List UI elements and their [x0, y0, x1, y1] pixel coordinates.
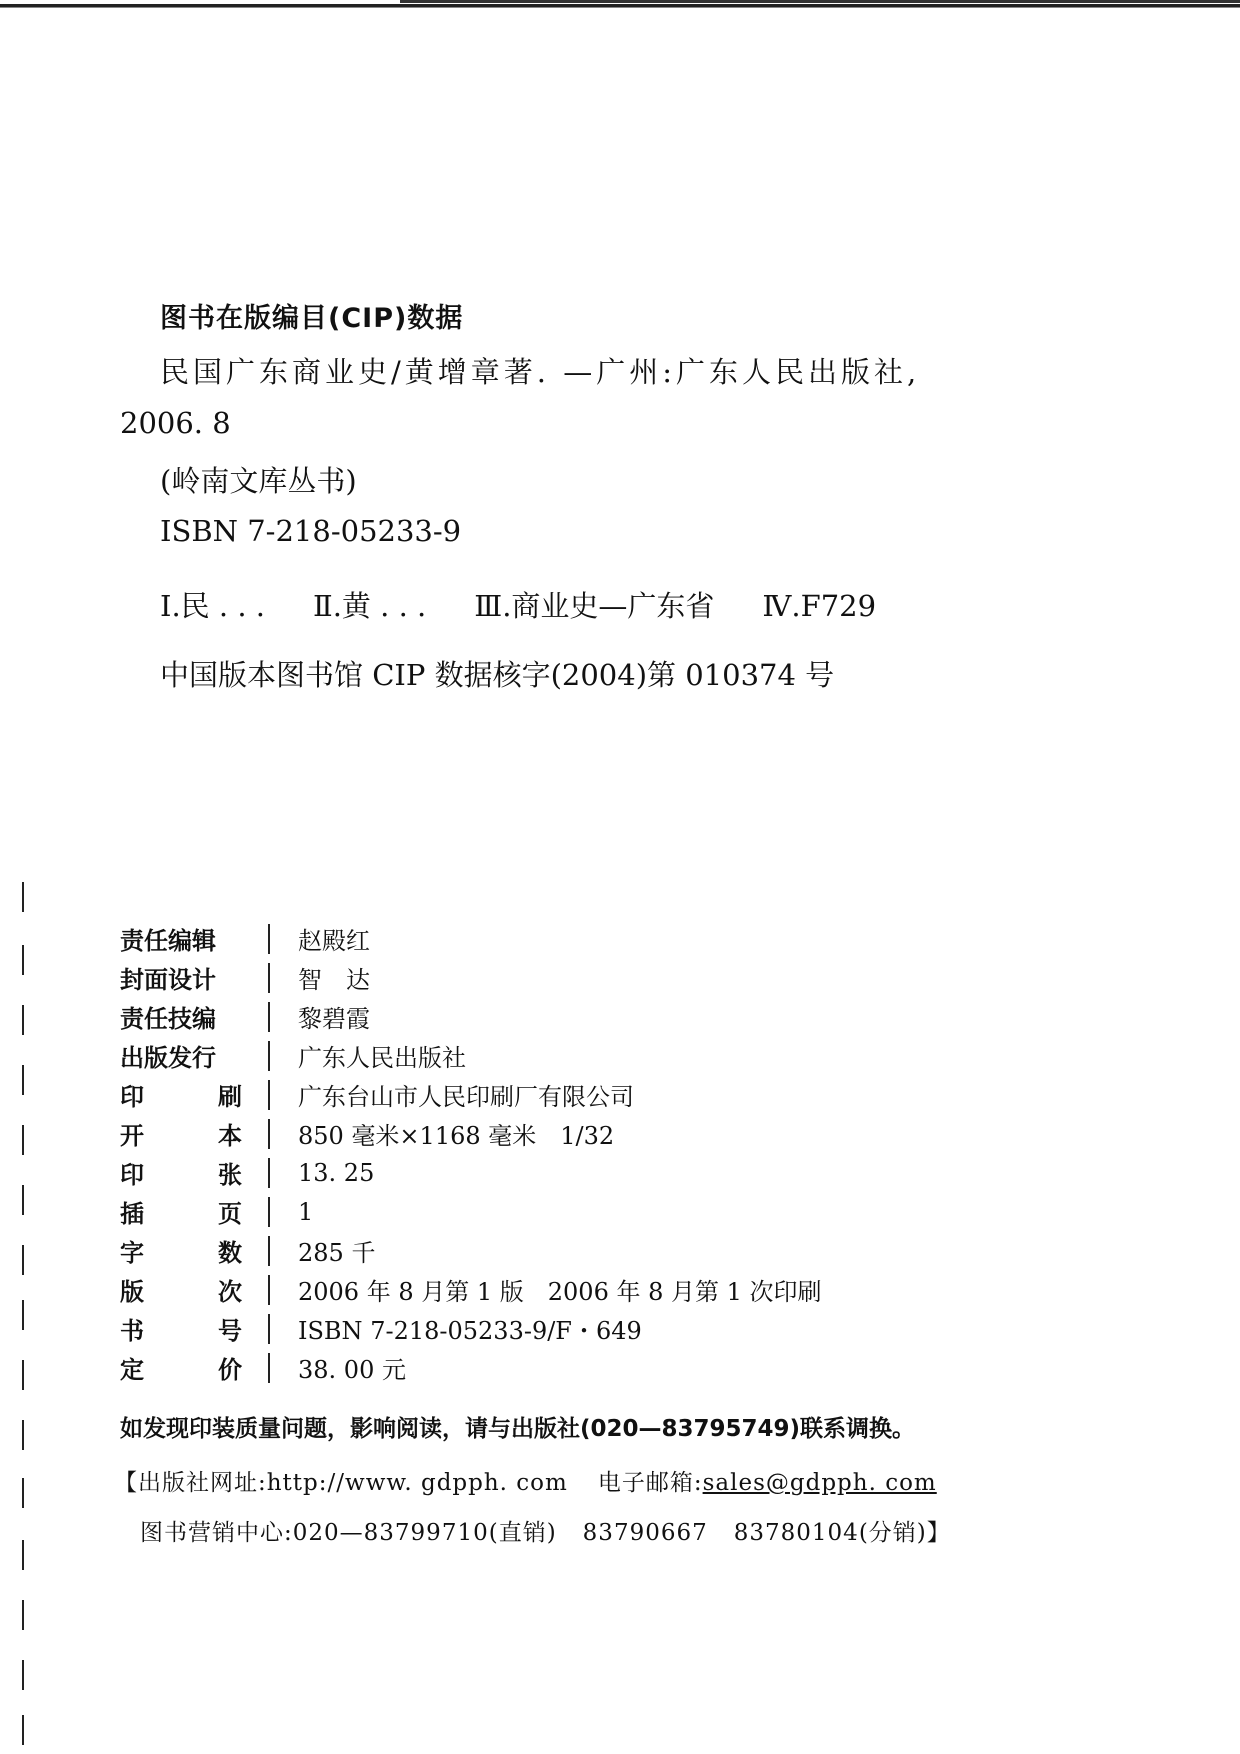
credit-row	[120, 1114, 822, 1153]
publisher-email: sales@gdpph. com	[702, 1470, 937, 1496]
credit-label-text: 次	[218, 1278, 242, 1306]
credit-label	[120, 1350, 242, 1385]
sales-phone: 83790667	[582, 1520, 708, 1546]
scan-margin-mark	[22, 1660, 24, 1690]
credit-label	[120, 1116, 242, 1151]
credit-label	[120, 1272, 242, 1307]
credit-divider	[268, 924, 270, 954]
credit-value: 285 千	[298, 1239, 376, 1267]
credit-value: 13. 25	[298, 1158, 375, 1187]
scan-margin-mark	[22, 1715, 24, 1745]
credit-row	[120, 1192, 822, 1231]
credit-label-text: 书	[120, 1317, 144, 1345]
cip-title-line: 民国广东商业史/黄增章著. —广州:广东人民出版社,	[160, 355, 921, 389]
credit-label-text: 刷	[218, 1083, 242, 1111]
credit-value: 智 达	[298, 966, 370, 994]
sales-label: 图书营销中心:	[140, 1520, 293, 1546]
credit-label-text: 版	[120, 1278, 144, 1306]
scan-margin-mark	[22, 1125, 24, 1155]
cip-date: 2006. 8	[120, 406, 231, 440]
scan-margin-mark	[22, 1065, 24, 1095]
credit-row	[120, 1075, 822, 1114]
credit-label-text: 字	[120, 1239, 144, 1267]
credit-value: 广东台山市人民印刷厂有限公司	[298, 1083, 634, 1111]
credit-divider	[268, 1353, 270, 1383]
credit-label-text: 价	[218, 1356, 242, 1384]
credit-label	[120, 1194, 242, 1229]
credit-label	[120, 921, 242, 956]
scan-margin-mark	[22, 1478, 24, 1508]
credit-row	[120, 1348, 822, 1387]
credit-label-text: 定	[120, 1356, 144, 1384]
credit-row	[120, 1309, 822, 1348]
sales-direct: 020—83799710(直销)	[292, 1520, 557, 1546]
credit-divider	[268, 1275, 270, 1305]
cip-subject-item: Ⅲ.商业史—广东省	[474, 589, 715, 623]
credit-label-text: 号	[218, 1317, 242, 1345]
credit-label-text: 责任编辑	[120, 927, 216, 955]
credit-value: 黎碧霞	[298, 1005, 370, 1033]
credit-value: 赵殿红	[298, 927, 370, 955]
credit-label-text: 出版发行	[120, 1044, 216, 1072]
credit-label-text: 开	[120, 1122, 144, 1150]
cip-series: (岭南文库丛书)	[160, 464, 357, 498]
credits-table	[120, 919, 822, 1387]
scan-margin-mark	[22, 882, 24, 912]
scan-margin-mark	[22, 1420, 24, 1450]
scan-margin-mark	[22, 1600, 24, 1630]
credit-divider	[268, 1158, 270, 1188]
credit-label-text: 印	[120, 1161, 144, 1189]
credit-label-text: 封面设计	[120, 966, 216, 994]
credit-row	[120, 1153, 822, 1192]
email-label: 电子邮箱:	[597, 1470, 703, 1496]
credit-value: 1	[298, 1197, 314, 1226]
credit-divider	[268, 1314, 270, 1344]
credit-divider	[268, 963, 270, 993]
credit-label	[120, 960, 242, 995]
credit-divider	[268, 1041, 270, 1071]
publisher-contact	[114, 1464, 937, 1497]
credit-label-text: 印	[120, 1083, 144, 1111]
cip-subjects	[160, 584, 924, 625]
credit-value: 2006 年 8 月第 1 版 2006 年 8 月第 1 次印刷	[298, 1278, 822, 1306]
credit-label-text: 张	[218, 1161, 242, 1189]
credit-label	[120, 1077, 242, 1112]
scan-margin-mark	[22, 1360, 24, 1390]
credit-label-text: 页	[218, 1200, 242, 1228]
cip-heading: 图书在版编目(CIP)数据	[160, 303, 464, 334]
credit-row	[120, 958, 822, 997]
cip-number: 中国版本图书馆 CIP 数据核字(2004)第 010374 号	[160, 658, 835, 692]
credit-label-text: 本	[218, 1122, 242, 1150]
credit-value: 38. 00 元	[298, 1356, 406, 1384]
scan-margin-mark	[22, 1005, 24, 1035]
credit-label-text: 数	[218, 1239, 242, 1267]
scan-margin-mark	[22, 1185, 24, 1215]
credit-row	[120, 1270, 822, 1309]
defect-notice: 如发现印装质量问题，影响阅读，请与出版社(020—83795749)联系调换。	[120, 1416, 916, 1442]
credit-value: ISBN 7-218-05233-9/F・649	[298, 1317, 642, 1345]
cip-subject-item: Ⅱ.黄 . . .	[312, 589, 427, 623]
publisher-website: 【出版社网址:http://www. gdpph. com	[114, 1470, 568, 1496]
credit-row	[120, 1036, 822, 1075]
credit-row	[120, 919, 822, 958]
scan-margin-mark	[22, 1245, 24, 1275]
scan-margin-mark	[22, 1300, 24, 1330]
credit-divider	[268, 1236, 270, 1266]
scan-margin-mark	[22, 1540, 24, 1570]
credit-label	[120, 1233, 242, 1268]
credit-divider	[268, 1197, 270, 1227]
credit-divider	[268, 1119, 270, 1149]
credit-label	[120, 1155, 242, 1190]
credit-label-text: 责任技编	[120, 1005, 216, 1033]
cip-isbn: ISBN 7-218-05233-9	[160, 514, 462, 548]
credit-label	[120, 1038, 242, 1073]
scan-margin-mark	[22, 945, 24, 975]
cip-subject-item: Ⅳ.F729	[762, 589, 877, 623]
credit-divider	[268, 1002, 270, 1032]
scan-edge-top-dark	[400, 0, 1240, 3]
scan-edge-top	[0, 4, 1240, 10]
sales-distribution: 83780104(分销)】	[733, 1520, 951, 1546]
credit-label-text: 插	[120, 1200, 144, 1228]
cip-subject-item: Ⅰ.民 . . .	[160, 589, 265, 623]
credit-label	[120, 999, 242, 1034]
credit-row	[120, 997, 822, 1036]
credit-value: 850 毫米×1168 毫米 1/32	[298, 1122, 615, 1150]
sales-center	[140, 1514, 951, 1547]
credit-label	[120, 1311, 242, 1346]
credit-divider	[268, 1080, 270, 1110]
credit-value: 广东人民出版社	[298, 1044, 466, 1072]
credit-row	[120, 1231, 822, 1270]
